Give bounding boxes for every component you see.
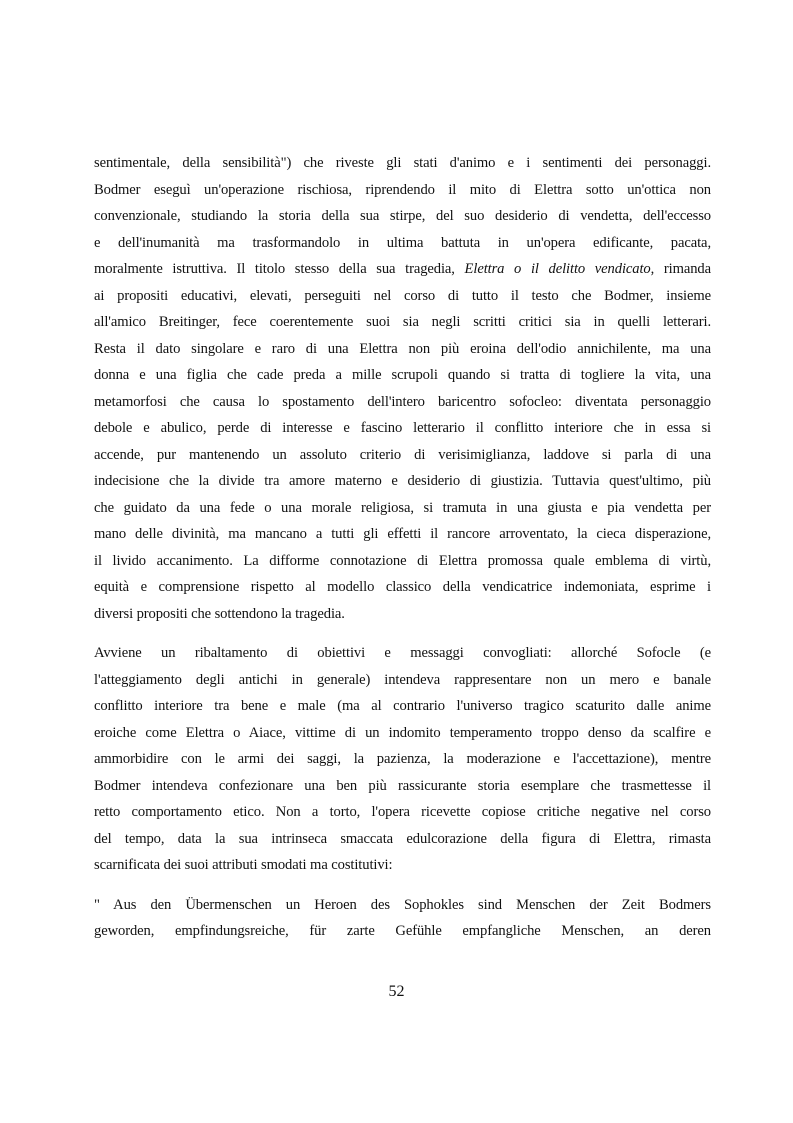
body-paragraph: [94, 150, 711, 627]
text-line: del tempo, data la sua intrinseca smaccata edulcorazione della figura di Elettra, rimasta: [94, 830, 711, 847]
text-line: Avviene un ribaltamento di obiettivi e messaggi convogliati: allorché Sofocle (e: [94, 645, 711, 661]
text-run: moralmente istruttiva. Il titolo stesso della sua tragedia,: [94, 261, 465, 277]
text-line: all'amico Breitinger, fece coerentemente suoi sia negli scritti critici sia in quelli letterari.: [94, 314, 711, 330]
text-line: diversi propositi che sottendono la tragedia.: [94, 605, 345, 622]
text-line: Resta il dato singolare e raro di una Elettra non più eroina dell'odio annichilente, ma una: [94, 340, 711, 357]
text-line: convenzionale, studiando la storia della sua stirpe, del suo desiderio di vendetta, dell'eccesso: [94, 208, 711, 224]
body-paragraph: [94, 640, 711, 879]
text-line: debole e abulico, perde di interesse e fascino letterario il conflitto interiore che in essa si: [94, 420, 711, 436]
italic-title: Elettra o il delitto vendicato: [464, 261, 651, 277]
text-line: geworden, empfindungsreiche, für zarte Gefühle empfangliche Menschen, an deren: [94, 923, 711, 939]
text-line: accende, pur mantenendo un assoluto criterio di verisimiglianza, laddove si parla di una: [94, 446, 711, 463]
text-line: equità e comprensione rispetto al modello classico della vendicatrice indemoniata, esprime i: [94, 579, 711, 595]
text-run: , rimanda: [650, 261, 711, 277]
text-line: ai propositi educativi, elevati, perseguiti nel corso di tutto il testo che Bodmer, insieme: [94, 287, 711, 304]
text-line: [94, 256, 711, 283]
text-line: che guidato da una fede o una morale religiosa, si tramuta in una giusta e pia vendetta per: [94, 499, 711, 516]
text-line: conflitto interiore tra bene e male (ma al contrario l'universo tragico scaturito dalle anime: [94, 698, 711, 714]
text-line: scarnificata dei suoi attributi smodati ma costitutivi:: [94, 857, 393, 873]
text-line: il livido accanimento. La difforme connotazione di Elettra promossa quale emblema di virtù,: [94, 552, 711, 569]
page-number: 52: [388, 983, 405, 1000]
text-line: mano delle divinità, ma mancano a tutti gli effetti il rancore arroventato, la cieca disperazione,: [94, 526, 711, 542]
text-line: ammorbidire con le armi dei saggi, la pazienza, la moderazione e l'accettazione), mentre: [94, 751, 711, 767]
body-paragraph: [94, 892, 711, 945]
text-line: l'atteggiamento degli antichi in generale) intendeva rappresentare non un mero e banale: [94, 671, 711, 688]
text-line: Bodmer intendeva confezionare una ben più rassicurante storia esemplare che trasmettesse il: [94, 777, 711, 794]
text-line: donna e una figlia che cade preda a mille scrupoli quando si tratta di togliere la vita, una: [94, 367, 711, 383]
document-page: [94, 150, 711, 958]
text-line: sentimentale, della sensibilità") che riveste gli stati d'animo e i sentimenti dei personaggi.: [94, 155, 711, 171]
text-line: eroiche come Elettra o Aiace, vittime di un indomito temperamento troppo denso da scalfire e: [94, 724, 711, 741]
text-line: metamorfosi che causa lo spostamento dell'intero baricentro sofocleo: diventata personaggio: [94, 393, 711, 410]
text-line: " Aus den Übermenschen un Heroen des Sophokles sind Menschen der Zeit Bodmers: [94, 896, 711, 913]
text-line: retto comportamento etico. Non a torto, l'opera ricevette copiose critiche negative nel corso: [94, 804, 711, 820]
text-line: indecisione che la divide tra amore materno e desiderio di giustizia. Tuttavia quest'ultimo, più: [94, 473, 711, 489]
text-line: Bodmer eseguì un'operazione rischiosa, riprendendo il mito di Elettra sotto un'ottica non: [94, 181, 711, 198]
text-line: e dell'inumanità ma trasformandolo in ultima battuta in un'opera edificante, pacata,: [94, 234, 711, 251]
